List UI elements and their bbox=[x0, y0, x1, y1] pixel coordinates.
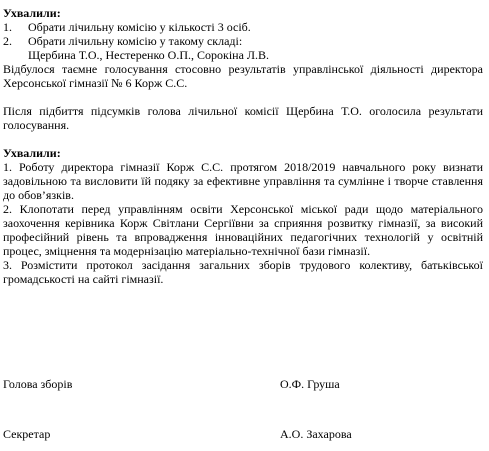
list-text: Обрати лічильну комісію у кількості 3 осіб. bbox=[28, 20, 251, 34]
list-text: Обрати лічильну комісію у такому складі: bbox=[28, 34, 243, 48]
result-paragraph: Після підбиття підсумків голова лічильної комісії Щербина Т.О. оголосила результати голосування. bbox=[3, 104, 483, 132]
list-item bbox=[3, 20, 483, 34]
vote-paragraph: Відбулося таємне голосування стосовно результатів управлінської діяльності директора Херсонської гімназії № 6 Корж С.С. bbox=[3, 62, 483, 90]
list-number: 1. bbox=[3, 20, 12, 34]
decision-item-2: 2. Клопотати перед управлінням освіти Херсонської міської ради щодо матеріального заохочення керівника Корж Світлани Сергіївни за сприяння розвитку гімназії, за високий професійний рівень та впровадження інноваційних педагогічних технологій у освітній процес, зміцнення та модернізацію матеріально-технічної бази гімназії. bbox=[3, 202, 483, 258]
signature-role: Секретар bbox=[3, 427, 51, 441]
signature-name: А.О. Захарова bbox=[280, 427, 352, 441]
signature-name: О.Ф. Груша bbox=[280, 377, 340, 391]
decision-item-3: 3. Розмістити протокол засідання загальних зборів трудового колективу, батьківської громадськості на сайті гімназії. bbox=[3, 258, 483, 286]
decision-heading-2: Ухвалили: bbox=[3, 146, 61, 160]
signature-role: Голова зборів bbox=[3, 377, 73, 391]
commission-members: Щербина Т.О., Нестеренко О.П., Сорокіна Л.В. bbox=[28, 48, 270, 62]
decision-item-1: 1. Роботу директора гімназії Корж С.С. протягом 2018/2019 навчального року визнати задовільною та висловити їй подяку за ефективне управління та сумлінне і творче ставлення до обов’язків. bbox=[3, 160, 483, 202]
decision-heading-1: Ухвалили: bbox=[3, 6, 61, 20]
list-number: 2. bbox=[3, 34, 12, 48]
list-item bbox=[3, 34, 483, 48]
document-body bbox=[3, 6, 483, 286]
